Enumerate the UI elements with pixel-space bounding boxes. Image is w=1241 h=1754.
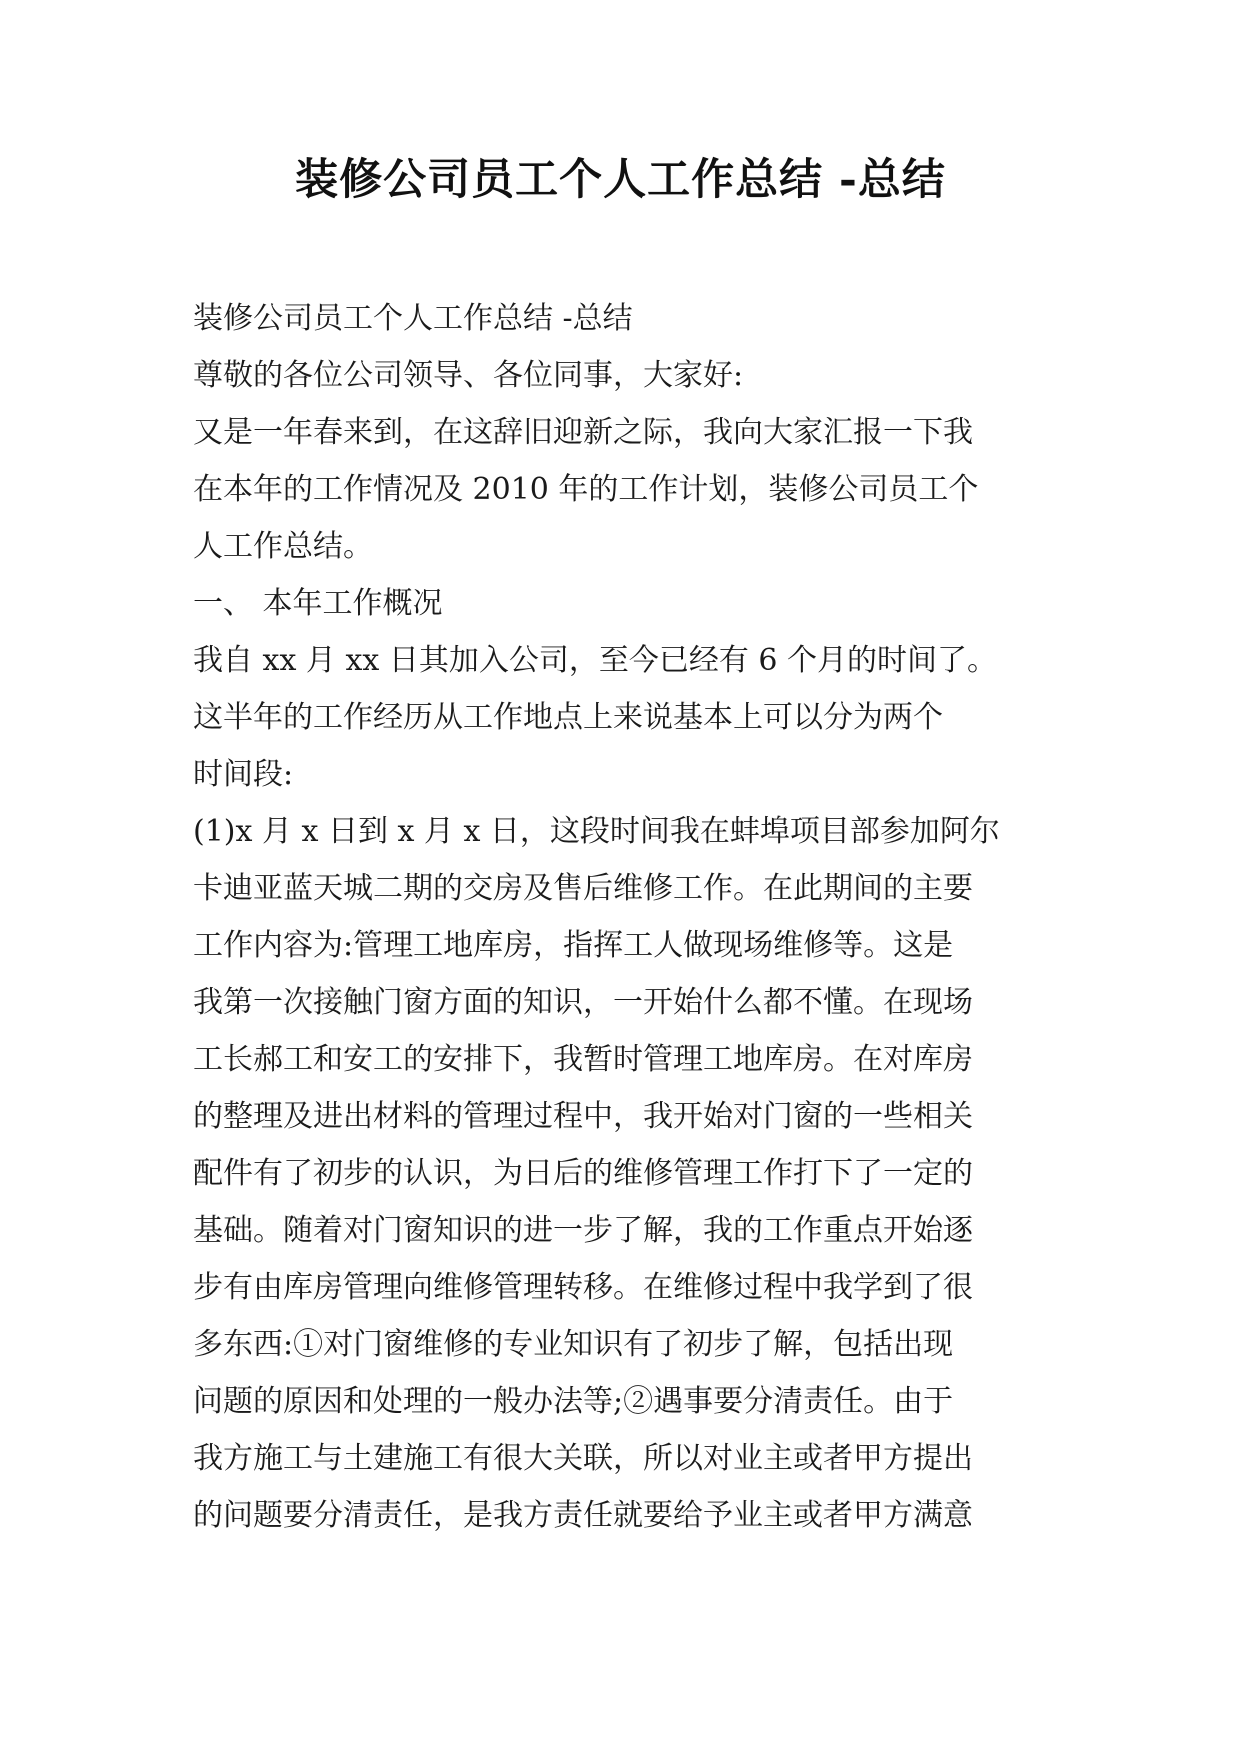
body-line-5: 人工作总结。 xyxy=(193,529,373,564)
body-line-3: 又是一年春来到，在这辞旧迎新之际，我向大家汇报一下我 xyxy=(193,415,973,450)
body-line-10: (1)x 月 x 日到 x 月 x 日，这段时间我在蚌埠项目部参加阿尔 xyxy=(193,814,1000,849)
body-line-2: 尊敬的各位公司领导、各位同事，大家好: xyxy=(193,358,744,393)
body-line-12: 工作内容为:管理工地库房，指挥工人做现场维修等。这是 xyxy=(193,928,954,963)
body-line-9: 时间段: xyxy=(193,757,294,792)
body-line-15: 的整理及进出材料的管理过程中，我开始对门窗的一些相关 xyxy=(193,1099,973,1134)
body-line-21: 我方施工与土建施工有很大关联，所以对业主或者甲方提出 xyxy=(193,1441,973,1476)
body-line-7: 我自 xx 月 xx 日其加入公司，至今已经有 6 个月的时间了。 xyxy=(193,643,997,678)
body-line-11: 卡迪亚蓝天城二期的交房及售后维修工作。在此期间的主要 xyxy=(193,871,973,906)
document-body xyxy=(193,290,1073,1544)
body-line-20: 问题的原因和处理的一般办法等;②遇事要分清责任。由于 xyxy=(193,1384,954,1419)
body-line-16: 配件有了初步的认识，为日后的维修管理工作打下了一定的 xyxy=(193,1156,973,1191)
body-line-18: 步有由库房管理向维修管理转移。在维修过程中我学到了很 xyxy=(193,1270,973,1305)
body-line-4: 在本年的工作情况及 2010 年的工作计划，装修公司员工个 xyxy=(193,472,979,507)
body-line-14: 工长郝工和安工的安排下，我暂时管理工地库房。在对库房 xyxy=(193,1042,973,1077)
body-line-22: 的问题要分清责任，是我方责任就要给予业主或者甲方满意 xyxy=(193,1498,973,1533)
section-heading: 一、 本年工作概况 xyxy=(193,586,443,621)
body-line-8: 这半年的工作经历从工作地点上来说基本上可以分为两个 xyxy=(193,700,943,735)
body-line-13: 我第一次接触门窗方面的知识，一开始什么都不懂。在现场 xyxy=(193,985,973,1020)
body-line-17: 基础。随着对门窗知识的进一步了解，我的工作重点开始逐 xyxy=(193,1213,973,1248)
body-line-1: 装修公司员工个人工作总结 -总结 xyxy=(193,301,633,336)
body-line-19: 多东西:①对门窗维修的专业知识有了初步了解，包括出现 xyxy=(193,1327,954,1362)
document-title: 装修公司员工个人工作总结 -总结 xyxy=(295,155,946,205)
